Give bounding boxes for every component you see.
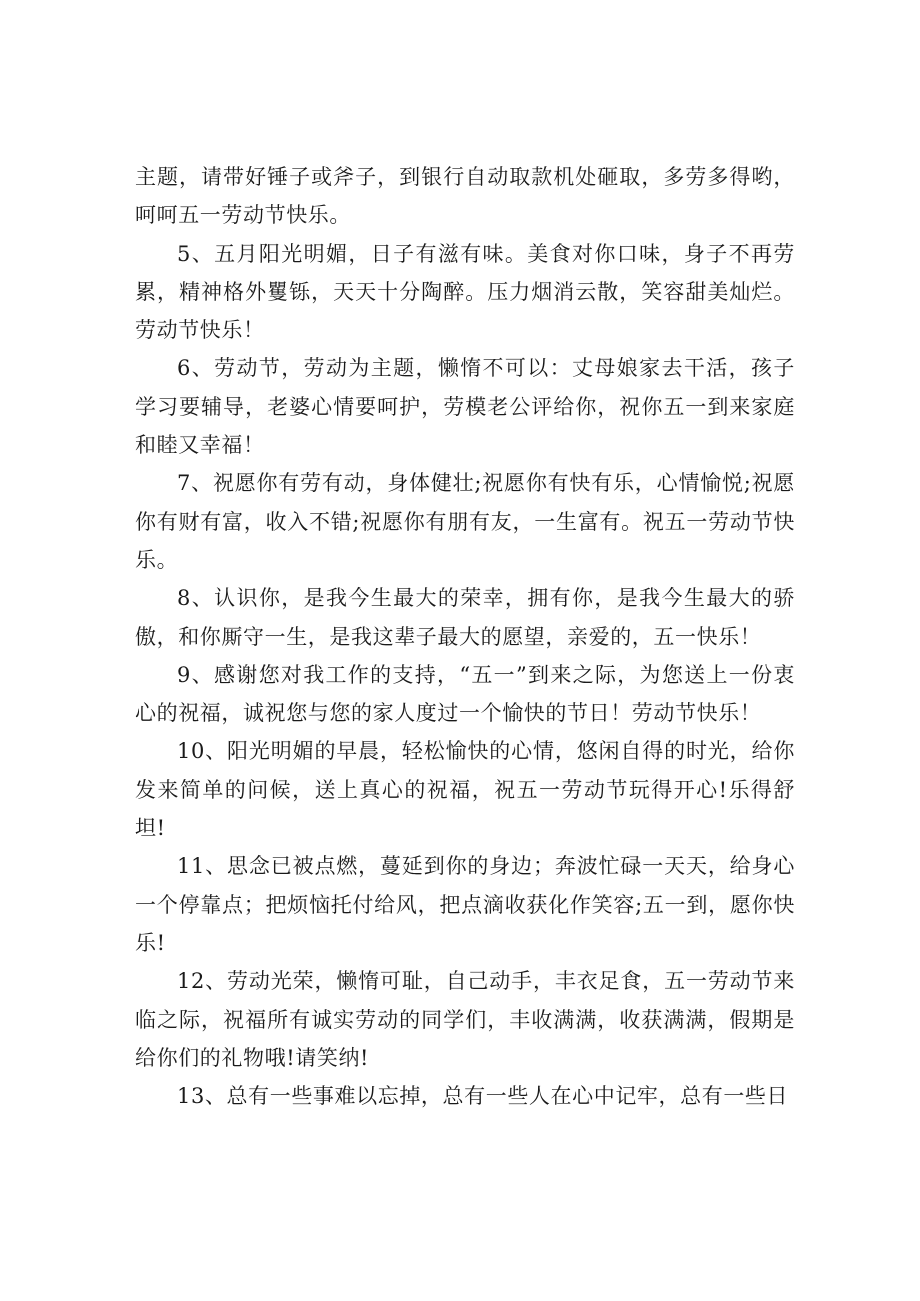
line: 6、劳动节，劳动为主题，懒惰不可以：丈母娘家去干活，孩子 [177, 356, 795, 381]
line: 舒坦! [135, 777, 795, 841]
line: 11、思念已被点燃，蔓延到你的身边；奔波忙碌一天天，给身心 [177, 854, 795, 879]
line: 衷心的祝福，诚祝您与您的家人度过一个愉快的节日！劳动节快乐！ [135, 662, 795, 726]
line: 劳动节快乐！ [135, 318, 265, 343]
line: 累，精神格外矍铄，天天十分陶醉。压力烟消云散，笑容甜美灿烂。 [135, 279, 795, 304]
line: 和睦又幸福！ [135, 433, 265, 458]
line: 一个停靠点；把烦恼托付给风，把点滴收获化作笑容;五一到，愿你 [135, 892, 774, 917]
line: 8、认识你，是我今生最大的荣幸，拥有你，是我今生最大的骄 [177, 586, 795, 611]
paragraph-10 [135, 732, 795, 847]
line: 9、感谢您对我工作的支持，“五一”到来之际，为您送上一份 [177, 662, 774, 687]
paragraph-11 [135, 847, 795, 962]
line: 节快乐。 [135, 509, 796, 572]
line: 10、阳光明媚的早晨，轻松愉快的心情，悠闲自得的时光，给 [177, 739, 774, 764]
line: 傲，和你厮守一生，是我这辈子最大的愿望，亲爱的，五一快乐！ [135, 624, 762, 649]
paragraph-8 [135, 579, 795, 656]
line: 临之际，祝福所有诚实劳动的同学们，丰收满满，收获满满，假期是 [135, 1007, 795, 1032]
paragraph-9 [135, 656, 795, 733]
line: 12、劳动光荣，懒惰可耻，自己动手，丰衣足食，五一劳动节来 [177, 969, 795, 994]
paragraph-6 [135, 349, 795, 464]
line: 学习要辅导，老婆心情要呵护，劳模老公评给你，祝你五一到来家庭 [135, 394, 795, 419]
line: 7、祝愿你有劳有动，身体健壮;祝愿你有快有乐，心情愉悦;祝 [177, 471, 774, 496]
line: 13、总有一些事难以忘掉，总有一些人在心中记牢，总有一些日 [177, 1084, 789, 1109]
line: 呵呵五一劳动节快乐。 [135, 203, 351, 228]
paragraph-13 [135, 1077, 795, 1115]
paragraph-continuation [135, 158, 795, 235]
paragraph-5 [135, 235, 795, 350]
line: 主题，请带好锤子或斧子，到银行自动取款机处砸取，多劳多得哟， [135, 165, 795, 189]
line: 快乐! [135, 892, 795, 955]
line: 5、五月阳光明媚，日子有滋有味。美食对你口味，身子不再劳 [177, 241, 795, 266]
line: 给你们的礼物哦!请笑纳! [135, 1045, 370, 1070]
line: 愿你有财有富，收入不错;祝愿你有朋有友，一生富有。祝五一劳动 [135, 471, 795, 534]
line: 你发来简单的问候，送上真心的祝福，祝五一劳动节玩得开心!乐得 [135, 739, 795, 802]
paragraph-7 [135, 464, 795, 579]
document-body [135, 158, 795, 1115]
paragraph-12 [135, 962, 795, 1077]
